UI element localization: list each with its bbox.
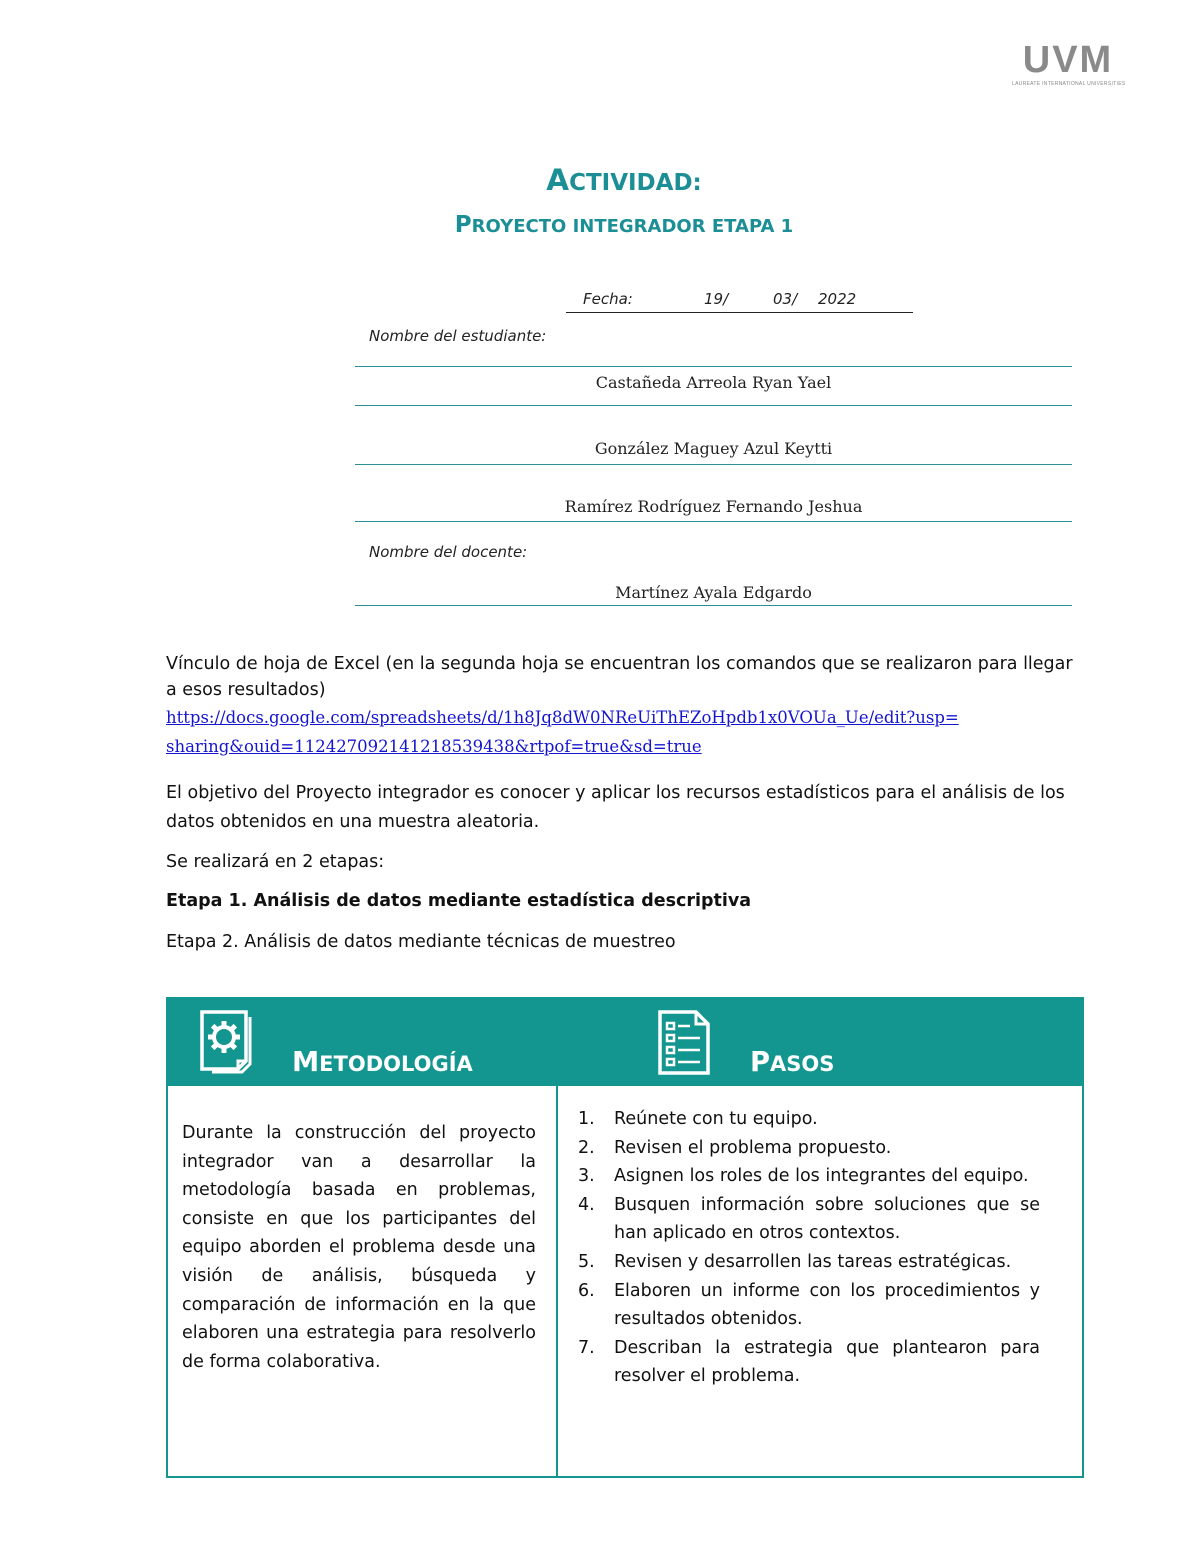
list-item [574, 1105, 1040, 1134]
step-text: Describan la estrategia que plantearon para resolver el problema. [614, 1337, 1040, 1387]
step-text: Elaboren un informe con los procedimientos y resultados obtenidos. [614, 1280, 1040, 1330]
list-item [574, 1191, 1040, 1248]
steps-title [750, 1047, 834, 1078]
student-name: González Maguey Azul Keytti [594, 439, 833, 458]
methodology-text: Durante la construcción del proyecto integrador van a desarrollar la metodología basada en problemas, consiste en que los participantes del equipo aborden el problema desde una visión de análisis, búsqueda y comparación de información en la que elaboren una estrategia para resolverlo de forma colaborativa. [182, 1123, 536, 1372]
excel-description: Vínculo de hoja de Excel (en la segunda hoja se encuentran los comandos que se realizaron para llegar a esos resultados) [166, 654, 1073, 700]
student-name: Castañeda Arreola Ryan Yael [595, 373, 832, 392]
step-text: Busquen información sobre soluciones que se han aplicado en otros contextos. [614, 1194, 1040, 1244]
gear-document-icon [198, 1009, 254, 1077]
steps-title-rest: ASOS [770, 1052, 835, 1076]
date-year: 2022 [818, 290, 857, 308]
teacher-rule [355, 605, 1072, 606]
checklist-icon [656, 1009, 712, 1077]
project-title [0, 212, 1200, 238]
step-number: 2. [578, 1137, 595, 1158]
logo-mark: UVM [1022, 39, 1114, 81]
methodology-title-rest: ETODOLOGÍA [319, 1052, 473, 1076]
objective-paragraph: El objetivo del Proyecto integrador es conocer y aplicar los recursos estadísticos para el análisis de los datos obtenidos en una muestra aleatoria. [166, 783, 1065, 832]
table-header [168, 999, 1082, 1086]
student-name: Ramírez Rodríguez Fernando Jeshua [564, 497, 863, 516]
methodology-title-initial: M [292, 1047, 320, 1078]
steps-title-initial: P [750, 1047, 771, 1078]
stage-1: Etapa 1. Análisis de datos mediante estadística descriptiva [166, 891, 752, 911]
logo-subtitle: LAUREATE INTERNATIONAL UNIVERSITIES [1012, 81, 1126, 87]
excel-link-line2[interactable]: sharing&ouid=112427092141218539438&rtpof=true&sd=true [166, 737, 702, 756]
student-rule [355, 521, 1072, 522]
step-text: Reúnete con tu equipo. [614, 1109, 818, 1129]
step-text: Asignen los roles de los integrantes del equipo. [614, 1166, 1029, 1187]
student-label: Nombre del estudiante: [369, 327, 547, 345]
step-number: 7. [578, 1337, 595, 1358]
methodology-title [292, 1047, 473, 1078]
list-item [574, 1248, 1040, 1277]
excel-link-line1[interactable]: https://docs.google.com/spreadsheets/d/1h8Jq8dW0NReUiThEZoHpdb1x0VOUa_Ue/edit?usp= [166, 708, 959, 727]
step-number: 1. [578, 1109, 595, 1129]
step-text: Revisen y desarrollen las tareas estratégicas. [614, 1251, 1012, 1272]
student-rule [355, 366, 1072, 367]
stage-2: Etapa 2. Análisis de datos mediante técnicas de muestreo [166, 932, 676, 952]
step-number: 3. [578, 1166, 595, 1187]
date-day: 19/ [704, 290, 729, 308]
column-divider [556, 1086, 558, 1478]
student-rule [355, 464, 1072, 465]
step-text: Revisen el problema propuesto. [614, 1137, 892, 1158]
uvm-logo [1012, 40, 1124, 90]
date-field [566, 290, 913, 313]
project-title-initial: P [454, 212, 472, 238]
activity-title [0, 163, 1200, 197]
stages-intro: Se realizará en 2 etapas: [166, 852, 385, 872]
activity-title-rest: CTIVIDAD: [569, 170, 702, 196]
teacher-label: Nombre del docente: [369, 543, 528, 561]
step-number: 5. [578, 1251, 595, 1272]
date-label: Fecha: [583, 290, 633, 308]
excel-link-paragraph [166, 651, 1081, 761]
student-rule [355, 405, 1072, 406]
list-item [574, 1134, 1040, 1163]
list-item [574, 1334, 1040, 1391]
step-number: 6. [578, 1280, 595, 1301]
steps-list [574, 1105, 1040, 1391]
teacher-name: Martínez Ayala Edgardo [615, 583, 812, 602]
methodology-steps-table [166, 997, 1084, 1478]
activity-title-initial: A [546, 163, 570, 197]
project-title-rest: ROYECTO INTEGRADOR ETAPA 1 [471, 216, 794, 237]
list-item [574, 1162, 1040, 1191]
list-item [574, 1277, 1040, 1334]
date-month: 03/ [773, 290, 798, 308]
step-number: 4. [578, 1194, 595, 1215]
